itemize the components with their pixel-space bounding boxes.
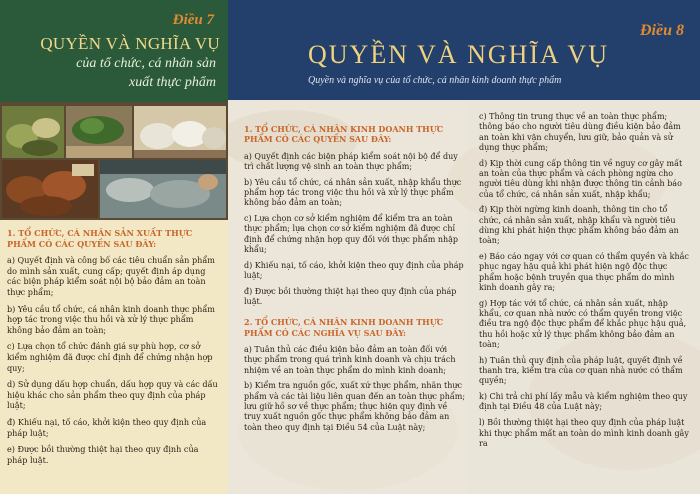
list-item: e) Được bồi thường thiệt hại theo quy định của pháp luật. [7, 444, 199, 465]
article-8-column-1 [244, 124, 466, 438]
list-item: b) Kiểm tra nguồn gốc, xuất xứ thực phẩm, nhãn thực phẩm và các tài liệu liên quan đến an toàn thực phẩm; lưu giữ hồ sơ về thực phẩm; thực hiện quy định về truy xuất nguồn gốc thực phẩm không bảo đảm an toàn theo quy định tại Điều 54 của Luật này; [244, 381, 466, 432]
article-8-title: QUYỀN VÀ NGHĨA VỤ [308, 40, 609, 69]
article-8-section2-heading: 2. TỔ CHỨC, CÁ NHÂN KINH DOANH THỰC PHẨM CÓ CÁC NGHĨA VỤ SAU ĐÂY: [244, 317, 444, 338]
list-item: đ) Được bồi thường thiệt hại theo quy định của pháp luật. [244, 286, 457, 307]
article-7-body [7, 228, 219, 471]
list-item: d) Khiếu nại, tố cáo, khởi kiện theo quy định của pháp luật; [244, 260, 464, 281]
article-7-subtitle-line1: của tổ chức, cá nhân sản [76, 56, 216, 71]
left-panel [0, 0, 228, 494]
list-item: a) Tuân thủ các điều kiện bảo đảm an toàn đối với thực phẩm trong quá trình kinh doanh và chịu trách nhiệm về an toàn thực phẩm do mình kinh doanh; [244, 345, 456, 375]
article-8-column-2 [479, 112, 689, 455]
market-photos [0, 102, 228, 220]
left-header [0, 0, 228, 102]
list-item: b) Yêu cầu tổ chức, cá nhân sản xuất, nhập khẩu thực phẩm hợp tác trong việc thu hồi và xử lý thực phẩm không bảo đảm an toàn; [244, 177, 462, 208]
list-item: đ) Khiếu nại, tố cáo, khởi kiện theo quy định của pháp luật; [7, 416, 207, 438]
article-7-title: QUYỀN VÀ NGHĨA VỤ [40, 34, 220, 53]
article-8-section1-heading: 1. TỔ CHỨC, CÁ NHÂN KINH DOANH THỰC PHẨM CÓ CÁC QUYỀN SAU ĐÂY: [244, 124, 444, 145]
article-7-label: Điều 7 [172, 12, 214, 28]
article-7-section-heading: 1. TỔ CHỨC, CÁ NHÂN SẢN XUẤT THỰC PHẨM CÓ CÁC QUYỀN SAU ĐÂY: [7, 228, 193, 249]
list-item: d) Kịp thời cung cấp thông tin về nguy cơ gây mất an toàn của thực phẩm và cách phòng ngừa cho người tiêu dùng khi nhận được thông tin cảnh báo của tổ chức, cá nhân sản xuất, nhập khẩu; [479, 158, 683, 199]
list-item: a) Quyết định các biện pháp kiểm soát nội bộ để duy trì chất lượng vệ sinh an toàn thực phẩm; [244, 151, 458, 171]
list-item: e) Báo cáo ngay với cơ quan có thẩm quyền và khắc phục ngay hậu quả khi phát hiện ngộ độc thực phẩm hoặc bệnh truyền qua thực phẩm do mình kinh doanh gây ra; [479, 252, 689, 292]
ducks-photo [134, 106, 226, 158]
list-item: c) Thông tin trung thực về an toàn thực phẩm; thông báo cho người tiêu dùng điều kiện bảo đảm an toàn khi vận chuyển, lưu giữ, bảo quản và sử dụng thực phẩm; [479, 112, 681, 152]
list-item: c) Lựa chọn cơ sở kiểm nghiệm để kiểm tra an toàn thực phẩm; lựa chọn cơ sở kiểm nghiệm đã được chỉ định để chứng nhận hợp quy đối với thực phẩm nhập khẩu; [244, 214, 459, 254]
list-item: a) Quyết định và công bố các tiêu chuẩn sản phẩm do mình sản xuất, cung cấp; quyết định áp dụng các biện pháp kiểm soát nội bộ bảo đảm an toàn thực phẩm; [7, 255, 215, 297]
list-item: đ) Kịp thời ngừng kinh doanh, thông tin cho tổ chức, cá nhân sản xuất, nhập khẩu và người tiêu dùng khi phát hiện thực phẩm không bảo đảm an toàn; [479, 205, 679, 246]
vegetable-photo [2, 106, 64, 158]
article-7-subtitle-line2: xuất thực phẩm [129, 75, 216, 90]
roast-meat-photo [2, 160, 98, 218]
right-header [228, 0, 700, 100]
article-8-subtitle: Quyền và nghĩa vụ của tổ chức, cá nhân kinh doanh thực phẩm [308, 75, 562, 86]
list-item: h) Tuân thủ quy định của pháp luật, quyết định về thanh tra, kiểm tra của cơ quan nhà nước có thẩm quyền; [479, 355, 683, 386]
list-item: g) Hợp tác với tổ chức, cá nhân sản xuất, nhập khẩu, cơ quan nhà nước có thẩm quyền trong việc điều tra ngộ độc thực phẩm để khắc phục hậu quả, thu hồi hoặc xử lý thực phẩm không bảo đảm an toàn; [479, 298, 687, 349]
article-7-subtitle [10, 54, 216, 92]
list-item: k) Chi trả chi phí lấy mẫu và kiểm nghiệm theo quy định tại Điều 48 của Luật này; [479, 392, 688, 412]
list-item: c) Lựa chọn tổ chức đánh giá sự phù hợp, cơ sở kiểm nghiệm đã được chỉ định để chứng nhận hợp quy; [7, 341, 213, 373]
list-item: b) Yêu cầu tổ chức, cá nhân kinh doanh thực phẩm hợp tác trong việc thu hồi và xử lý thực phẩm không bảo đảm an toàn; [7, 303, 215, 335]
list-item: l) Bồi thường thiệt hại theo quy định của pháp luật khi thực phẩm mất an toàn do mình kinh doanh gây ra [479, 418, 689, 448]
article-8-label: Điều 8 [640, 22, 684, 39]
list-item: d) Sử dụng dấu hợp chuẩn, dấu hợp quy và các dấu hiệu khác cho sản phẩm theo quy định của pháp luật; [7, 379, 218, 411]
fish-stall-photo [100, 160, 226, 218]
herbs-photo [66, 106, 132, 158]
right-panel [228, 0, 700, 494]
